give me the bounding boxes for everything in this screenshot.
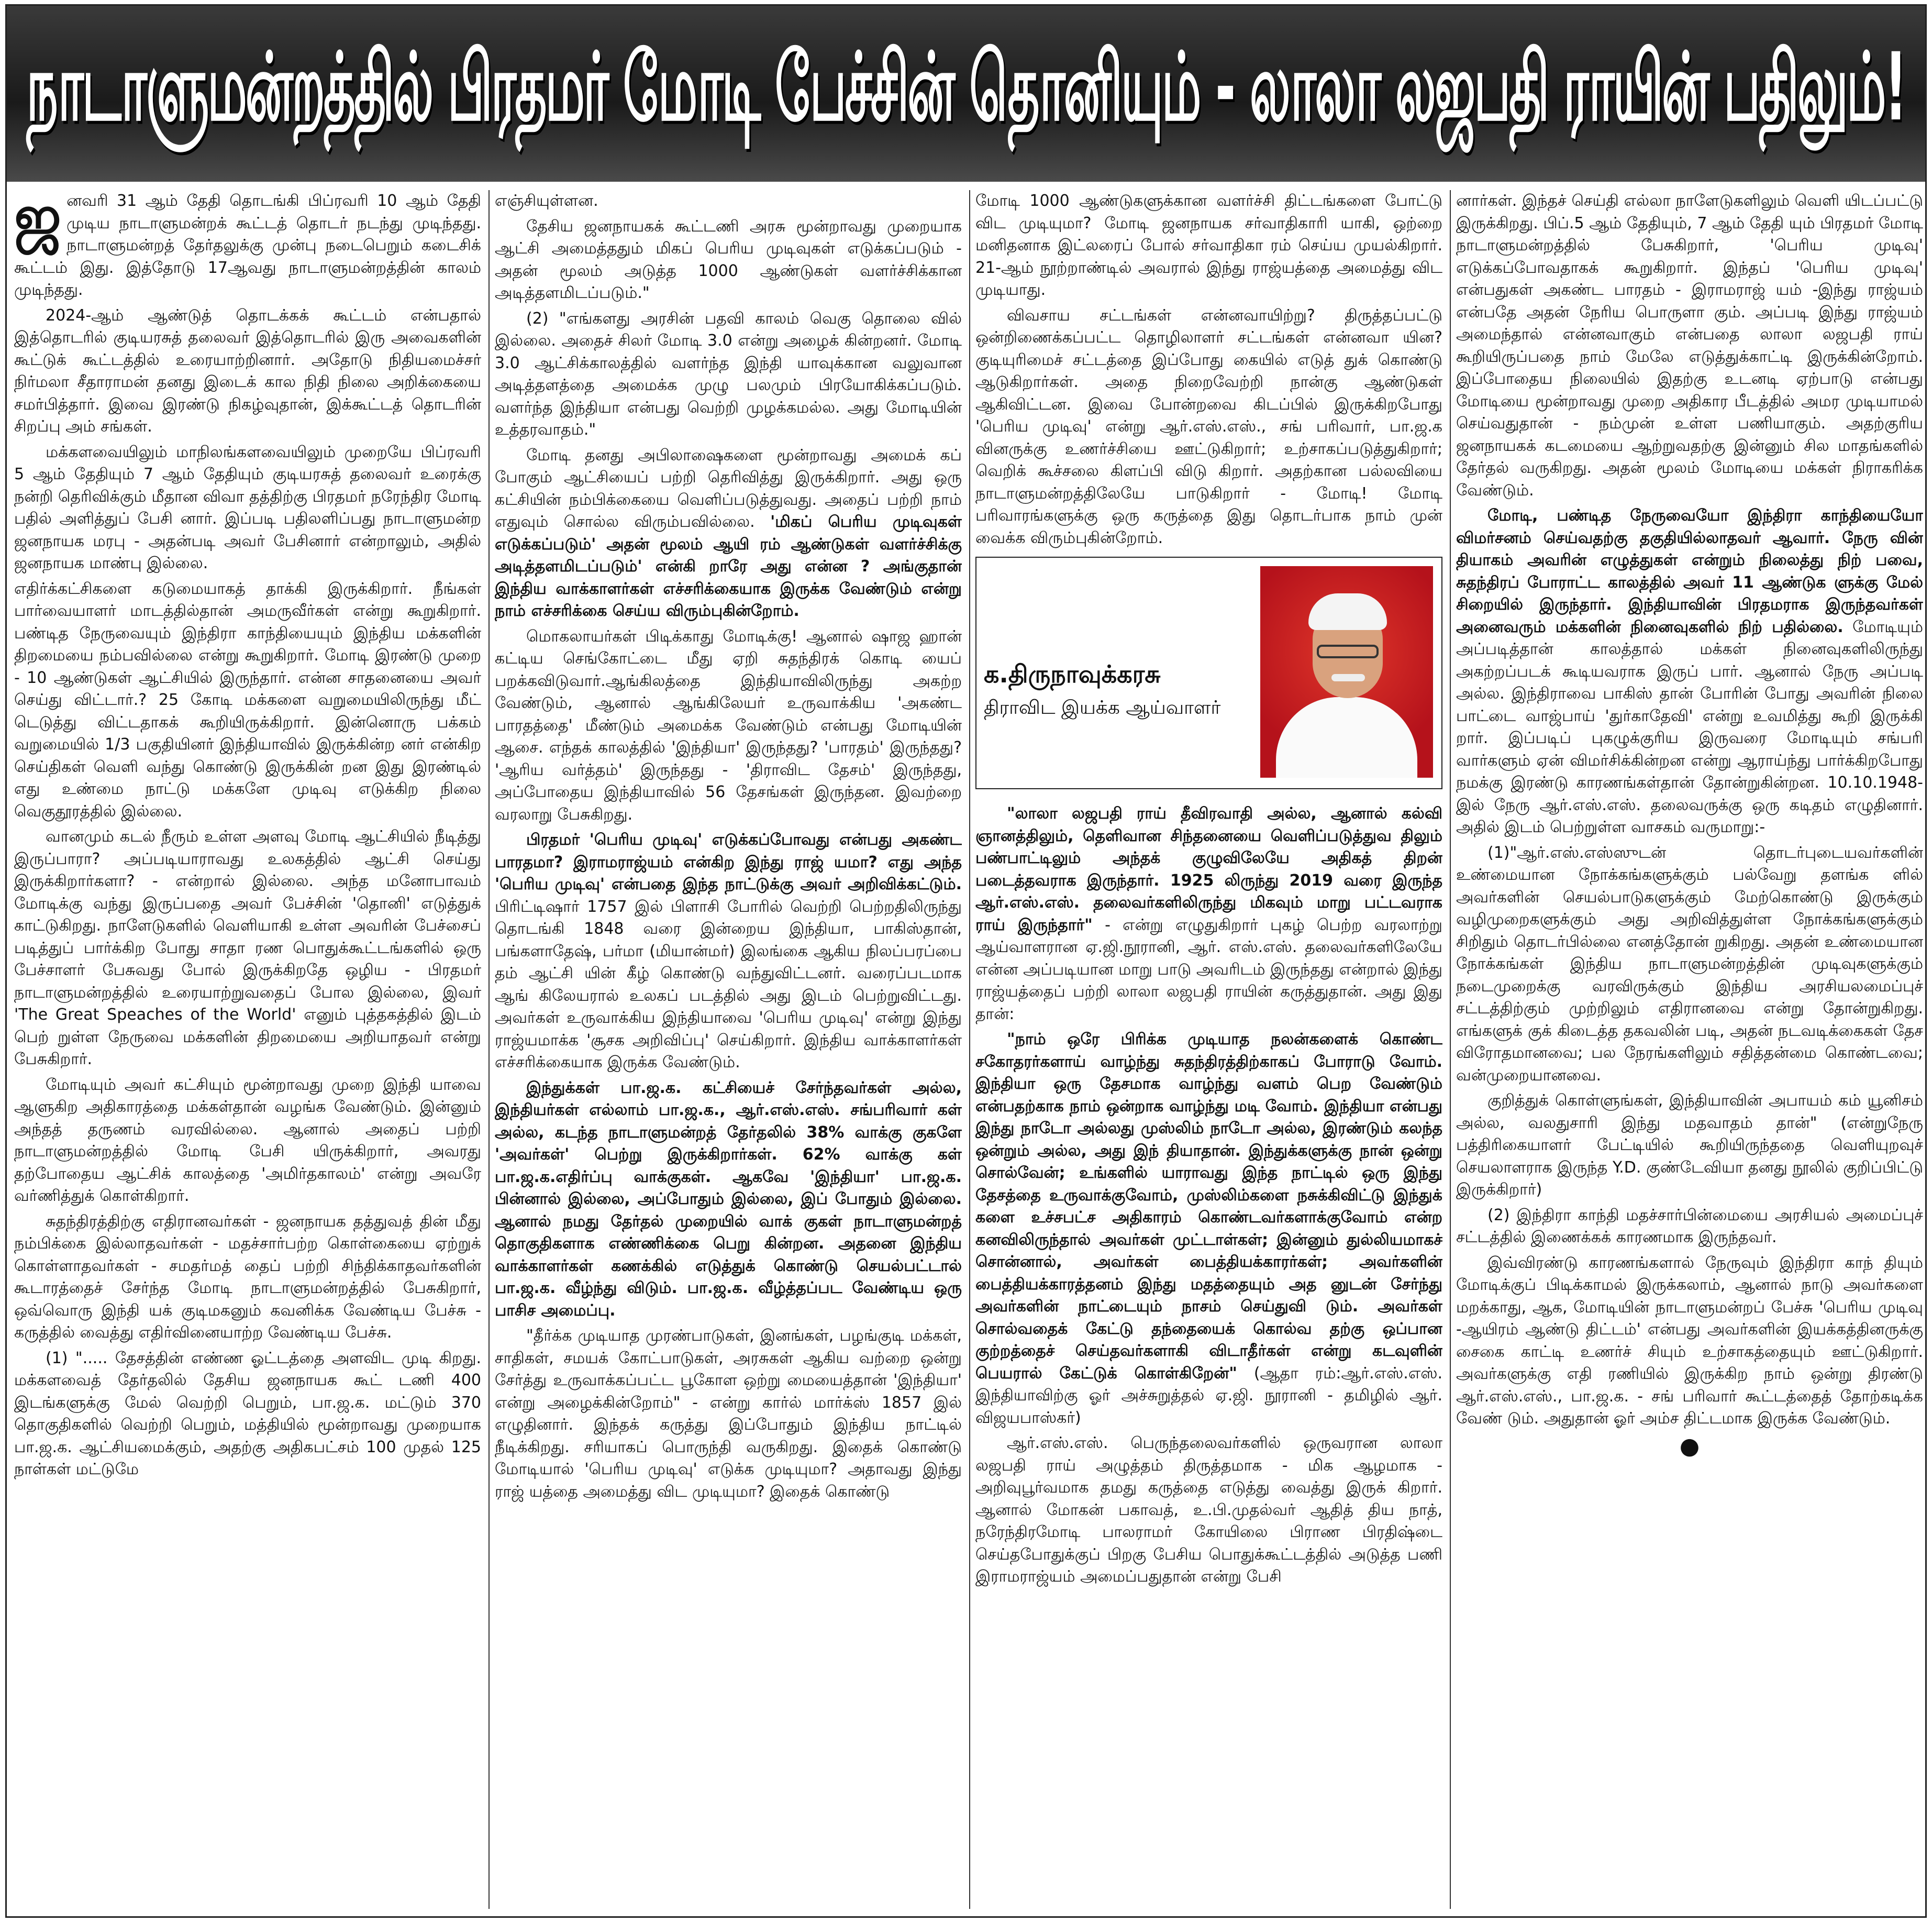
column-rule	[488, 190, 490, 1909]
paragraph	[1456, 505, 1923, 839]
paragraph: (1)"ஆர்.எஸ்.எஸ்ஸுடன் தொடர்புடையவர்களின் உண்மையான நோக்கங்களுக்கும் பல்வேறு தளங்க ளில் அவர்களின் செயல்பாடுகளுக்கும் மேற்கொண்டு இருக்கும் வழிமுறைகளுக்கும் அது அறிவித்துள்ள நோக்கங்களுக்கும் சிறிதும் தொடர்பில்லை எனத்தோன் றுகிறது. அதன் உண்மையான நோக்கங்கள் இந்திய நாடாளுமன்றத்தின் முடிவுகளுக்கும் நடைமுறைக்கு வரவிருக்கும் இந்திய அரசியலமைப்புச் சட்டத்திற்கும் முற்றிலும் எதிரானவை என்று தோன்றுகிறது. எங்களுக் குக் கிடைத்த தகவலின் படி, அதன் நடவடிக்கைகள் தேச விரோதமானவை; பல நேரங்களிலும் சதித்தன்மை கொண்டவை; வன்முறையானவை.	[1456, 843, 1923, 1085]
photo-glasses	[1317, 645, 1379, 658]
paragraph-text: (ஆதா ரம்:ஆர்.எஸ்.எஸ். இந்தியாவிற்கு ஓர் அச்சுறுத்தல் ஏ.ஜி. நூரானி - தமிழில் ஆர். விஜயபாஸ்கர்)	[975, 1364, 1442, 1427]
end-mark: ●	[1679, 1432, 1700, 1460]
paragraph: 2024-ஆம் ஆண்டுத் தொடக்கக் கூட்டம் என்பதால் இத்தொடரில் குடியரசுத் தலைவர் இத்தொடரில் இரு அவைகளின் கூட்டுக் கூட்டத்தில் உரையாற்றினார். அதோடு நிதியமைச்சர் நிர்மலா சீதாராமன் தனது இடைக் கால நிதி நிலை அறிக்கையை சமர்பித்தார். இவை இரண்டு நிகழ்வுதான், இக்கூட்டத் தொடரின் சிறப்பு அம் சங்கள்.	[14, 306, 481, 436]
paragraph: மக்களவையிலும் மாநிலங்களவையிலும் முறையே பிப்ரவரி 5 ஆம் தேதியும் 7 ஆம் தேதியும் குடியரசுத் தலைவர் உரைக்கு நன்றி தெரிவிக்கும் மீதான விவா தத்திற்கு பிரதமர் நரேந்திர மோடி பதில் அளித்துப் பேசி னார். இப்படி பதிலளிப்பது நாடாளுமன்ற ஜனநாயக மரபு - அதன்படி அவர் பேசினார் என்றாலும், அதில் ஜனநாயக மாண்பு இல்லை.	[14, 443, 481, 572]
newspaper-page	[5, 4, 1927, 1918]
author-photo	[1260, 566, 1433, 778]
paragraph: "தீர்க்க முடியாத முரண்பாடுகள், இனங்கள், பழங்குடி மக்கள், சாதிகள், சமயக் கோட்பாடுகள், அரசுகள் ஆகிய வற்றை ஒன்று சேர்த்து உருவாக்கப்பட்ட பூகோள ஒற்று மையைத்தான் 'இந்தியா' என்று அழைக்கின்றோம்" - என்று கார்ல் மார்க்ஸ் 1857 இல் எழுதினார். இந்தக் கருத்து இப்போதும் இந்திய நாட்டில் நீடிக்கிறது. சரியாகப் பொருந்தி வருகிறது. இதைக் கொண்டு மோடியால் 'பெரிய முடிவு' எடுக்க முடியுமா? அதாவது இந்து ராஜ் யத்தை அமைத்து விட முடியுமா? இதைக் கொண்டு	[495, 1327, 962, 1501]
headline-band	[7, 6, 1925, 182]
paragraph: (2) இந்திரா காந்தி மதச்சார்பின்மையை அரசியல் அமைப்புச் சட்டத்தில் இணைக்கக் காரணமாக இருந்தவர்.	[1456, 1206, 1923, 1246]
column-rule	[1450, 190, 1451, 1909]
paragraph: எதிர்க்கட்சிகளை கடுமையாகத் தாக்கி இருக்கிறார். நீங்கள் பார்வையாளர் மாடத்தில்தான் அமருவீர்கள் என்று கூறுகிறார். பண்டித நேருவையும் இந்திரா காந்தியையும் இந்திய மக்களின் திறமையை நம்பவில்லை என்று கூறுகிறார். மோடி இரண்டு முறை - 10 ஆண்டுகள் ஆட்சியில் இருந்தார். என்ன சாதனையை அவர் செய்து விட்டார்.? 25 கோடி மக்களை வறுமையிலிருந்து மீட் டெடுத்து விட்டதாகக் கூறியிருக்கிறார். இன்னொரு பக்கம் வறுமையில் 1/3 பகுதியினர் இந்தியாவில் இருக்கின்ற னர் என்கிற செய்திகள் வெளி வந்து கொண்டு இருக்கின் றன இது இரண்டில் எது உண்மை நாட்டு மக்களே முடிவு எடுக்கிற நிலை வெகுதூரத்தில் இல்லை.	[14, 579, 481, 821]
paragraph	[495, 445, 962, 623]
paragraph: மொகலாயர்கள் பிடிக்காது மோடிக்கு! ஆனால் ஷாஜ ஹான் கட்டிய செங்கோட்டை மீது ஏறி சுதந்திரக் கொடி யைப் பறக்கவிடுவார்.ஆங்கிலத்தை இந்தியாவிலிருந்து அகற்ற வேண்டும், ஆனால் ஆங்கிலேயர் உருவாக்கிய 'அகண்ட பாரதத்தை' மீண்டும் அமைக்க வேண்டும் என்பது மோடியின் ஆசை. எந்தக் காலத்தில் 'இந்தியா' இருந்தது? 'பாரதம்' இருந்தது? 'ஆரிய வர்த்தம்' இருந்தது - 'திராவிட தேசம்' இருந்தது, அப்போதைய இந்தியாவில் 56 தேசங்கள் இருந்தன. இவற்றை வரலாறு பேசுகிறது.	[495, 627, 962, 824]
author-box	[975, 557, 1442, 789]
bold-text: 'மிகப் பெரிய முடிவுகள் எடுக்கப்படும்' அதன் மூலம் ஆயி ரம் ஆண்டுகள் வளர்ச்சிக்கு அடித்தளமிடப்படும்' என்கி றாரே அது என்ன ? அங்குதான் இந்திய வாக்காளர்கள் எச்சரிக்கையாக இருக்க வேண்டும் என்று நாம் எச்சரிக்கை செய்ய விரும்புகின்றோம்.	[495, 513, 962, 620]
article-columns	[14, 190, 1923, 1909]
paragraph: குறித்துக் கொள்ளுங்கள், இந்தியாவின் அபாயம் கம் யூனிசம் அல்ல, வலதுசாரி இந்து மதவாதம் தான்" (என்றுநேரு பத்திரிகையாளர் பேட்டியில் கூறியிருந்ததை வெளியுறவுச் செயலாளராக இருந்த Y.D. குண்டேவியா தனது நூலில் குறிப்பிட்டு இருக்கிறார்)	[1456, 1091, 1923, 1199]
paragraph: (2) "எங்களது அரசின் பதவி காலம் வெகு தொலை வில் இல்லை. அதைச் சிலர் மோடி 3.0 என்று அழைக் கின்றனர். மோடி 3.0 ஆட்சிக்காலத்தில் வளர்ந்த இந்தி யாவுக்கான வலுவான அடித்தளத்தை அமைக்க முழு பலமும் பிரயோகிக்கப்படும். வளர்ந்த இந்தியா என்பது வெற்றி முழக்கமல்ல. அது மோடியின் உத்தரவாதம்."	[495, 309, 962, 439]
column-1	[14, 190, 481, 1909]
paragraph-text: - என்று எழுதுகிறார் புகழ் பெற்ற வரலாற்று ஆய்வாளரான ஏ.ஜி.நூரானி, ஆர். எஸ்.எஸ். தலைவர்களிலேயே என்ன அப்படியான மாறு பாடு அவரிடம் இருந்தது என்றால் இந்து ராஜ்யத்தைப் பற்றி லாலா லஜபதி ராயின் கருத்துதான். அது இது தான்:	[975, 915, 1442, 1023]
paragraph: மோடி 1000 ஆண்டுகளுக்கான வளர்ச்சி திட்டங்களை போட்டு விட முடியுமா? மோடி ஜனநாயக சர்வாதிகாரி யாகி, ஒற்றை மனிதனாக இட்லரைப் போல் சர்வாதிகா ரம் செய்ய முயல்கிறார். 21-ஆம் நூற்றாண்டில் அவரால் இந்து ராஜ்யத்தை அமைத்து விட முடியாது.	[975, 192, 1442, 299]
author-role: திராவிட இயக்க ஆய்வாளர்	[984, 697, 1221, 719]
paragraph	[975, 803, 1442, 1025]
paragraph	[14, 190, 481, 302]
bold-text: மோடி, பண்டித நேருவையோ இந்திரா காந்தியையோ விமர்சனம் செய்வதற்கு தகுதியில்லாதவர் ஆவார். நேரு வின் தியாகம் அவரின் எழுத்துகள் என்றும் நிலைத்து நிற் பவை, சுதந்திரப் போராட்ட காலத்தில் அவர் 11 ஆண்டுக ளுக்கு மேல் சிறையில் இருந்தார். இந்தியாவின் பிரதமராக இருந்தவர்கள் அனைவரும் மக்களின் நினைவுகளில் நிற் பதில்லை.	[1456, 506, 1923, 636]
column-3	[975, 190, 1442, 1909]
paragraph: தேசிய ஜனநாயகக் கூட்டணி அரசு மூன்றாவது முறையாக ஆட்சி அமைத்ததும் மிகப் பெரிய முடிவுகள் எடுக்கப்படும் - அதன் மூலம் அடுத்த 1000 ஆண்டுகள் வளர்ச்சிக்கான அடித்தளமிடப்படும்."	[495, 217, 962, 302]
bold-text: பிரதமர் 'பெரிய முடிவு' எடுக்கப்போவது என்பது அகண்ட பாரதமா? இராமராஜ்யம் என்கிற இந்து ராஜ் யமா? எது அந்த 'பெரிய முடிவு' என்பதை இந்த நாட்டுக்கு அவர் அறிவிக்கட்டும்.	[495, 831, 962, 893]
column-2	[495, 190, 962, 1909]
paragraph: சுதந்திரத்திற்கு எதிரானவர்கள் - ஜனநாயக தத்துவத் தின் மீது நம்பிக்கை இல்லாதவர்கள் - மதச்சார்பற்ற கொள்கையை ஏற்றுக் கொள்ளாதவர்கள் - சமதர்மத் தைப் பற்றி சிந்திக்காதவர்களின் கூடாரத்தைச் சேர்ந்த மோடி நாடாளுமன்றத்தில் பேசுகிறார், ஒவ்வொரு இந்தி யக் குடிமகனும் கவனிக்க வேண்டிய பேச்சு - கருத்தில் வைத்து எதிர்வினையாற்ற வேண்டிய பேச்சு.	[14, 1212, 481, 1342]
photo-shirt	[1276, 697, 1417, 778]
bold-text: "நாம் ஒரே பிரிக்க முடியாத நலன்களைக் கொண்ட சகோதரர்களாய் வாழ்ந்து சுதந்திரத்திற்காகப் போராடு வோம். இந்தியா ஒரு தேசமாக வாழ்ந்து வளம் பெற வேண்டும் என்பதற்காக நாம் ஒன்றாக வாழ்ந்து மடி வோம். இந்தியா என்பது இந்து நாடோ அல்லது முஸ்லிம் நாடோ அல்ல, இரண்டும் கலந்த ஒன்றும் அல்ல, அது இந் தியாதான். இந்துக்களுக்கு நான் ஒன்று சொல்வேன்; உங்களில் யாராவது இந்த நாட்டில் ஒரு இந்து தேசத்தை உருவாக்குவோம், முஸ்லிம்களை நசுக்கிவிட்டு இந்துக் களை உச்சபட்ச அதிகாரம் கொண்டவர்களாக்குவோம் என்ற கனவிலிருந்தால் அவர்கள் முட்டாள்கள்; இன்னும் துல்லியமாகச் சொன்னால், அவர்கள் பைத்தியக்காரர்கள்; அவர்களின் பைத்தியக்காரத்தனம் இந்து மதத்தையும் அத னுடன் சேர்ந்து அவர்களின் நாட்டையும் நாசம் செய்துவி டும். அவர்கள் சொல்வதைக் கேட்டு தந்தையைக் கொல்வ தற்கு ஒப்பான குற்றத்தைச் செய்தவர்களாகி விடாதீர்கள் என்று கடவுளின் பெயரால் கேட்டுக் கொள்கிறேன்"	[975, 1030, 1442, 1383]
headline: நாடாளுமன்றத்தில் பிரதமர் மோடி பேச்சின் தொனியும் - லாலா லஜபதி ராயின் பதிலும்!	[26, 34, 1906, 142]
paragraph-text: மோடி தனது அபிலாஷைகளை மூன்றாவது அமைக் கப் போகும் ஆட்சியைப் பற்றி தெரிவித்து இருக்கிறார். அது ஒரு கட்சியின் நம்பிக்கையை வெளிப்படுத்துவது. அதைப் பற்றி நாம் எதுவும் சொல்ல விரும்பவில்லை.	[495, 446, 962, 531]
column-4	[1456, 190, 1923, 1909]
paragraph: இவ்விரண்டு காரணங்களால் நேருவும் இந்திரா காந் தியும் மோடிக்குப் பிடிக்காமல் இருக்கலாம், ஆனால் நாடு அவர்களை மறக்காது, ஆக, மோடியின் நாடாளுமன்றப் பேச்சு 'பெரிய முடிவு -ஆயிரம் ஆண்டு திட்டம்' என்பது அவர்களின் இயக்கத்தினருக்கு சைகை காட்டி உணர்ச் சியும் உற்சாகத்தையும் ஊட்டுகிறார். அவர்களுக்கு எதி ரணியில் இருக்கிற நாம் ஒன்று திரண்டு ஆர்.எஸ்.எஸ்., பா.ஜ.க. - சங் பரிவார் கூட்டத்தைத் தோற்கடிக்க வேண் டும். அதுதான் ஓர் அம்ச திட்டமாக இருக்க வேண்டும்.	[1456, 1253, 1923, 1428]
paragraph: எஞ்சியுள்ளன.	[495, 192, 598, 210]
photo-moustache	[1331, 674, 1365, 681]
paragraph: (1) "..... தேசத்தின் எண்ண ஓட்டத்தை அளவிட முடி கிறது. மக்களவைத் தேர்தலில் தேசிய ஜனநாயக கூட் டணி 400 இடங்களுக்கு மேல் வெற்றி பெறும், பா.ஜ.க. மட்டும் 370 தொகுதிகளில் வெற்றி பெறும், மத்தியில் மூன்றாவது முறையாக பா.ஜ.க. ஆட்சியமைக்கும், அதற்கு அதிகபட்சம் 100 முதல் 125 நாள்கள் மட்டுமே	[14, 1349, 481, 1478]
paragraph-text: னவரி 31 ஆம் தேதி தொடங்கி பிப்ரவரி 10 ஆம் தேதி முடிய நாடாளுமன்றக் கூட்டத் தொடர் நடந்து முடிந்தது. நாடாளுமன்றத் தேர்தலுக்கு முன்பு நடைபெறும் கடைசிக் கூட்டம் இது. இத்தோடு 17ஆவது நாடாளுமன்றத்தின் காலம் முடிந்தது.	[14, 192, 481, 299]
drop-cap: ஜ	[14, 190, 62, 249]
paragraph-text: மோடியும் அப்படித்தான் காலத்தால் மக்கள் நினைவுகளிலிருந்து அகற்றப்படக் கூடியவராக இருப் பார். ஆனால் நேரு அப்படி அல்ல. இந்திராவை பாகிஸ் தான் போரின் போது அவரின் நிலை பாட்டை வாஜ்பாய் 'துர்காதேவி' என்று உவமித்து கூறி இருக்கி றார். இப்படிப் புகழுக்குரிய இருவரை மோடியும் சங்பரி வார்களும் ஏன் விமர்சிக்கின்றன என்று ஆராய்ந்து பார்க்கிறபோது நமக்கு இரண்டு காரணங்கள்தான் தோன்றுகின்றன. 10.10.1948-இல் நேரு ஆர்.எஸ்.எஸ். தலைவருக்கு ஒரு கடிதம் எழுதினார். அதில் இடம் பெற்றுள்ள வாசகம் வருமாறு:-	[1456, 617, 1923, 836]
bold-paragraph: இந்துக்கள் பா.ஜ.க. கட்சியைச் சேர்ந்தவர்கள் அல்ல, இந்தியர்கள் எல்லாம் பா.ஜ.க., ஆர்.எஸ்.எஸ். சங்பரிவார் கள் அல்ல, கடந்த நாடாளுமன்றத் தேர்தலில் 38% வாக்கு குகளே 'அவர்கள்' பெற்று இருக்கிறார்கள். 62% வாக்கு கள் பா.ஜ.க.எதிர்ப்பு வாக்குகள். ஆகவே 'இந்தியா' பா.ஜ.க. பின்னால் இல்லை, அப்போதும் இல்லை, இப் போதும் இல்லை. ஆனால் நமது தேர்தல் முறையில் வாக் குகள் நாடாளுமன்றத் தொகுதிகளாக எண்ணிக்கை பெறு கின்றன. அதனை இந்திய வாக்காளர்கள் கணக்கில் எடுத்துக் கொண்டு செயல்பட்டால் பா.ஜ.க. வீழ்ந்து விடும். பா.ஜ.க. வீழ்த்தப்பட வேண்டிய ஒரு பாசிச அமைப்பு.	[495, 1078, 962, 1320]
paragraph: விவசாய சட்டங்கள் என்னவாயிற்று? திருத்தப்பட்டு ஒன்றிணைக்கப்பட்ட தொழிலாளர் சட்டங்கள் என்னவா யின? குடியுரிமைச் சட்டத்தை இப்போது கையில் எடுத் துக் கொண்டு ஆடுகிறார்கள். அதை நிறைவேற்றி நான்கு ஆண்டுகள் ஆகிவிட்டன. இவை போன்றவை கிடப்பில் இருக்கிறபோது 'பெரிய முடிவு' என்று ஆர்.எஸ்.எஸ்., சங் பரிவார், பா.ஜ.க வினருக்கு உணர்ச்சியை ஊட்டுகிறார்; உற்சாகப்படுத்துகிறார்; வெறிக் கூச்சலை கிளப்பி விடு கிறார். அதற்கான பல்லவியை நாடாளுமன்றத்திலேயே பாடுகிறார் - மோடி! மோடி பரிவாரங்களுக்கு ஒரு கருத்தை இது தொடர்பாக நாம் முன் வைக்க விரும்புகின்றோம்.	[975, 306, 1442, 547]
author-name: க.திருநாவுக்கரசு	[984, 660, 1161, 688]
paragraph: வானமும் கடல் நீரும் உள்ள அளவு மோடி ஆட்சியில் நீடித்து இருப்பாரா? அப்படியாராவது உலகத்தில் ஆட்சி செய்து இருக்கிறார்களா? - என்றால் இல்லை. அந்த மனோபாவம் மோடிக்கு வந்து இருப்பதை அவர் பேச்சின் 'தொனி' எடுத்துக் காட்டுகிறது. நாளேடுகளில் வெளியாகி உள்ள அவரின் பேச்சைப் படித்துப் பார்க்கிற போது சாதா ரண பொதுக்கூட்டங்களில் ஒரு பேச்சாளர் பேசுவது போல் இருக்கிறதே ஒழிய - பிரதமர் நாடாளுமன்றத்தில் உரையாற்றுவதைப் போல இல்லை, இவர் 'The Great Speaches of the World' எனும் புத்தகத்தில் இடம் பெற் றுள்ள நேருவை மக்களின் திறமையை அறியாதவர் என்று பேசுகிறார்.	[14, 827, 481, 1068]
photo-hair	[1308, 593, 1387, 630]
paragraph	[495, 829, 962, 1074]
paragraph: மோடியும் அவர் கட்சியும் மூன்றாவது முறை இந்தி யாவை ஆளுகிற அதிகாரத்தை மக்கள்தான் வழங்க வேண்டும். இன்னும் அந்தத் தருணம் வரவில்லை. ஆனால் அதைப் பற்றி நாடாளுமன்றத்தில் மோடி பேசி யிருக்கிறார், அவரது தற்போதைய ஆட்சிக் காலத்தை 'அமிர்தகாலம்' என்று அவரே வர்ணித்துக் கொள்கிறார்.	[14, 1075, 481, 1205]
paragraph: னார்கள். இந்தச் செய்தி எல்லா நாளேடுகளிலும் வெளி யிடப்பட்டு இருக்கிறது. பிப்.5 ஆம் தேதியும், 7 ஆம் தேதி யும் பிரதமர் மோடி நாடாளுமன்றத்தில் பேசுகிறார், 'பெரிய முடிவு' எடுக்கப்போவதாகக் கூறுகிறார். இந்தப் 'பெரிய முடிவு' என்பதுகள் அகண்ட பாரதம் - இராமராஜ் யம் -இந்து ராஜ்யம் என்பதே அதன் நேரிய பொருளா கும். அப்படி இந்து ராஜ்யம் அமைந்தால் என்னவாகும் என்பதை லாலா லஜபதி ராய் கூறியிருப்பதை நாம் மேலே எடுத்துக்காட்டி இருக்கின்றோம். இப்போதைய நிலையில் இதற்கு உடனடி ஏற்பாடு என்பது மோடியை மூன்றாவது முறை அதிகார பீடத்தில் அமர முடியாமல் செய்வதுதான் - நம்முன் உள்ள பணியாகும். அதற்குரிய ஜனநாயகக் கடமையை ஆற்றுவதற்கு இன்னும் சில மாதங்களில் தேர்தல் வருகிறது. அதன் மூலம் மோடியை மக்கள் நிராகரிக்க வேண்டும்.	[1456, 192, 1923, 500]
paragraph-text: பிரிட்டிஷார் 1757 இல் பிளாசி போரில் வெற்றி பெற்றதிலிருந்து தொடங்கி 1848 வரை இன்றைய இந்தியா, பாகிஸ்தான், பங்களாதேஷ், பர்மா (மியான்மர்) இலங்கை ஆகிய நிலப்பரப்பை தம் ஆட்சி யின் கீழ் கொண்டு வந்துவிட்டனர். வரைப்படமாக ஆங் கிலேயரால் உலகப் படத்தில் அது இடம் பெற்றுவிட்டது. அவர்கள் உருவாக்கிய இந்தியாவை 'பெரிய முடிவு' என்று இந்து ராஜ்யமாக்க 'சூசக அறிவிப்பு' செய்கிறார். இந்திய வாக்காளர்கள் எச்சரிக்கையாக இருக்க வேண்டும்.	[495, 897, 962, 1072]
paragraph	[975, 1029, 1442, 1429]
column-rule	[969, 190, 970, 1909]
paragraph: ஆர்.எஸ்.எஸ். பெருந்தலைவர்களில் ஒருவரான லாலா லஜபதி ராய் அழுத்தம் திருத்தமாக - மிக ஆழமாக - அறிவுபூர்வமாக தமது கருத்தை எடுத்து வைத்து இருக் கிறார். ஆனால் மோகன் பகாவத், உ.பி.முதல்வர் ஆதித் திய நாத், நரேந்திரமோடி பாலராமர் கோயிலை பிராண பிரதிஷ்டை செய்தபோதுக்குப் பிறகு பேசிய பொதுக்கூட்டத்தில் அடுத்த பணி இராமராஜ்யம் அமைப்பதுதான் என்று பேசி	[975, 1434, 1442, 1586]
bold-text: "லாலா லஜபதி ராய் தீவிரவாதி அல்ல, ஆனால் கல்வி ஞானத்திலும், தெளிவான சிந்தனையை வெளிப்படுத்துவ திலும் பண்பாட்டிலும் அந்தக் குழுவிலேயே அதிகத் திறன் படைத்தவராக இருந்தார். 1925 லிருந்து 2019 வரை இருந்த ஆர்.எஸ்.எஸ். தலைவர்களிலிருந்து மிகவும் மாறு பட்டவராக ராய் இருந்தார்"	[975, 804, 1442, 934]
